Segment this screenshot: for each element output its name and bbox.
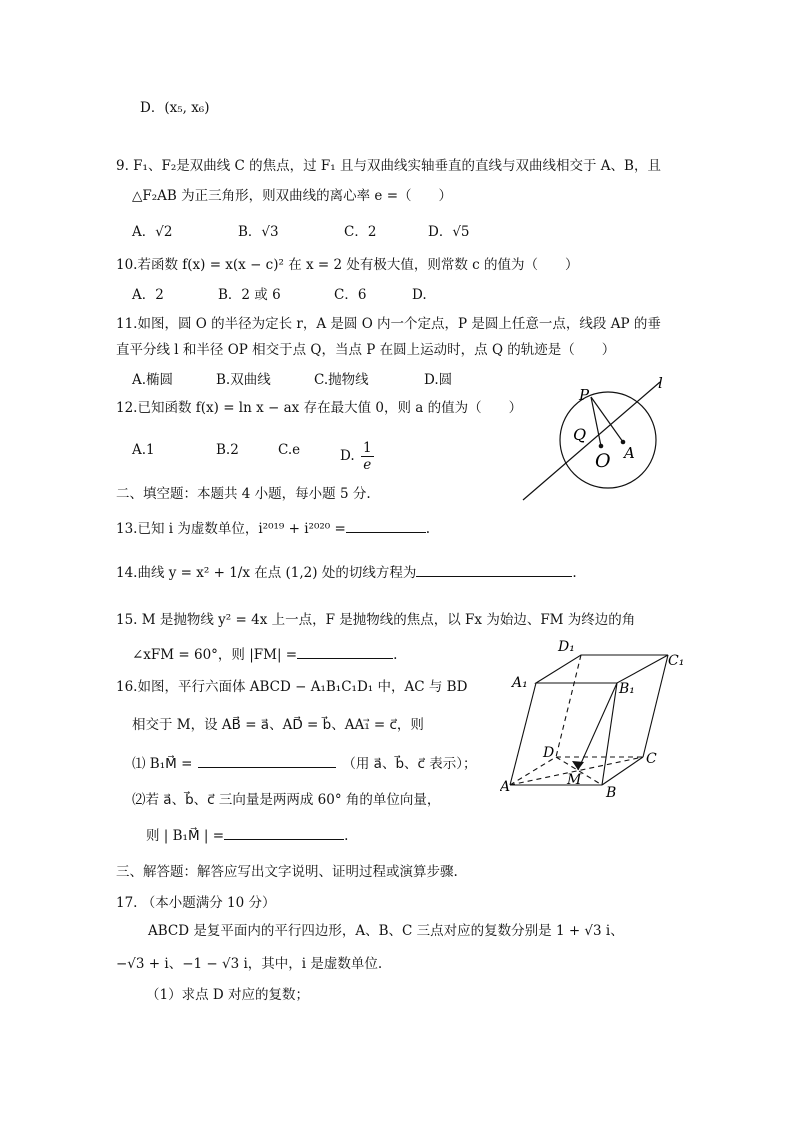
q17-line1: ABCD 是复平面内的平行四边形，A、B、C 三点对应的复数分别是 1 + √3 i、 [148, 923, 624, 939]
q9-line1: 9. F₁、F₂是双曲线 C 的焦点，过 F₁ 且与双曲线实轴垂直的直线与双曲线相交于 A、B，且 [116, 158, 661, 174]
section-2-title: 二、填空题：本题共 4 小题，每小题 5 分. [116, 486, 371, 502]
q12-option-d [340, 440, 374, 473]
q15-line1: 15. M 是抛物线 y² = 4x 上一点，F 是抛物线的焦点，以 Fx 为始边、FM 为终边的角 [116, 612, 636, 628]
q16-part1-hint: （用 a⃗、b⃗、c⃗ 表示）； [342, 756, 477, 772]
q16-part2-text: 则 | B₁M⃗ | = [146, 828, 225, 844]
q11-option-c: C.抛物线 [314, 372, 369, 388]
q17-header: 17. （本小题满分 10 分） [116, 895, 276, 911]
q11-option-a: A.椭圆 [132, 372, 174, 388]
q16-part1-text: ⑴ B₁M⃗ = [132, 756, 193, 772]
q15-line2: ∠xFM = 60°，则 |FM| = . [132, 644, 397, 665]
q12-option-a: A.1 [132, 442, 155, 458]
q9-option-c: C．2 [344, 224, 377, 240]
q9-option-b: B．√3 [238, 224, 279, 240]
q16-part2: ⑵若 a⃗、b⃗、c⃗ 三向量是两两成 60° 角的单位向量， [132, 792, 441, 808]
point-o [599, 444, 604, 449]
parallelepiped-figure [500, 635, 695, 800]
q12-line: 12.已知函数 f(x) = ln x − ax 存在最大值 0，则 a 的值为（ ） [116, 400, 523, 416]
fraction-denominator: e [363, 457, 372, 473]
q16-part1 [132, 753, 476, 774]
q11-option-b: B.双曲线 [216, 372, 271, 388]
edge-bc [602, 757, 643, 785]
q13-line: 13.已知 i 为虚数单位，i²⁰¹⁹ + i²⁰²⁰ = . [116, 518, 430, 539]
label-b: B [606, 785, 617, 800]
q10-option-d: D. [412, 287, 427, 303]
q12-option-c: C.e [278, 442, 301, 458]
label-a1: A₁ [512, 675, 528, 691]
arrow-m [572, 761, 584, 770]
label-c: C [646, 751, 657, 767]
edge-aa1 [510, 683, 536, 785]
label-p: P [579, 386, 590, 404]
edge-cc1 [643, 655, 668, 757]
label-a: A [624, 444, 635, 462]
q12-option-d-label: D. [340, 448, 355, 464]
label-m: M [567, 772, 582, 788]
prev-option-d: D．(x₅, x₆) [140, 100, 210, 116]
label-c1: C₁ [668, 653, 685, 669]
q12-option-b: B.2 [216, 442, 239, 458]
q9-line2: △F₂AB 为正三角形，则双曲线的离心率 e =（ ） [132, 188, 453, 204]
q16-line1: 16.如图，平行六面体 ABCD − A₁B₁C₁D₁ 中，AC 与 BD [116, 679, 468, 695]
q11-line1: 11.如图，圆 O 的半径为定长 r，A 是圆 O 内一个定点，P 是圆上任意一点，线段 AP 的垂 [116, 316, 661, 332]
q11-line2: 直平分线 l 和半径 OP 相交于点 Q，当点 P 在圆上运动时，点 Q 的轨迹是（ ） [116, 342, 616, 358]
q13-text: 13.已知 i 为虚数单位，i²⁰¹⁹ + i²⁰²⁰ = [116, 521, 346, 537]
q12-option-d-fraction [361, 440, 374, 473]
q16-line2: 相交于 M，设 AB⃗ = a⃗、AD⃗ = b⃗、AA₁⃗ = c⃗，则 [132, 717, 424, 733]
q10-option-a: A．2 [132, 287, 164, 303]
circle-figure [515, 370, 680, 505]
top-face [536, 655, 668, 683]
q16-part2-blank [224, 825, 344, 840]
q17-part1: （1）求点 D 对应的复数； [146, 987, 309, 1003]
edge-dd1 [556, 655, 581, 757]
q10-line: 10.若函数 f(x) = x(x − c)² 在 x = 2 处有极大值，则常数 c 的值为（ ） [116, 257, 579, 273]
fraction-numerator: 1 [362, 440, 372, 456]
q15-blank [297, 644, 393, 659]
section-3-title: 三、解答题：解答应写出文字说明、证明过程或演算步骤. [116, 864, 458, 880]
q9-option-d: D．√5 [428, 224, 470, 240]
q13-blank [346, 518, 426, 533]
q16-part2-result: 则 | B₁M⃗ | = . [146, 825, 348, 846]
label-l: l [658, 374, 663, 392]
q11-option-d: D.圆 [424, 372, 453, 388]
label-q: Q [573, 425, 587, 444]
q9-option-a: A．√2 [132, 224, 173, 240]
q14-text: 14.曲线 y = x² + 1/x 在点 (1,2) 处的切线方程为 [116, 565, 417, 581]
q10-option-b: B．2 或 6 [218, 287, 281, 303]
q16-part1-blank [198, 753, 336, 768]
q15-text: ∠xFM = 60°，则 |FM| = [132, 647, 298, 663]
label-d1: D₁ [558, 639, 575, 655]
label-o: O [595, 450, 611, 472]
q14-blank [416, 562, 572, 577]
label-b1: B₁ [619, 681, 635, 697]
q14-line: 14.曲线 y = x² + 1/x 在点 (1,2) 处的切线方程为 . [116, 562, 577, 583]
edge-ad [510, 757, 556, 785]
label-a: A [500, 779, 511, 795]
q10-option-c: C．6 [334, 287, 367, 303]
q17-line2: −√3 + i、−1 − √3 i，其中，i 是虚数单位. [116, 956, 383, 972]
edge-bb1 [602, 683, 617, 785]
label-d: D [543, 745, 555, 761]
